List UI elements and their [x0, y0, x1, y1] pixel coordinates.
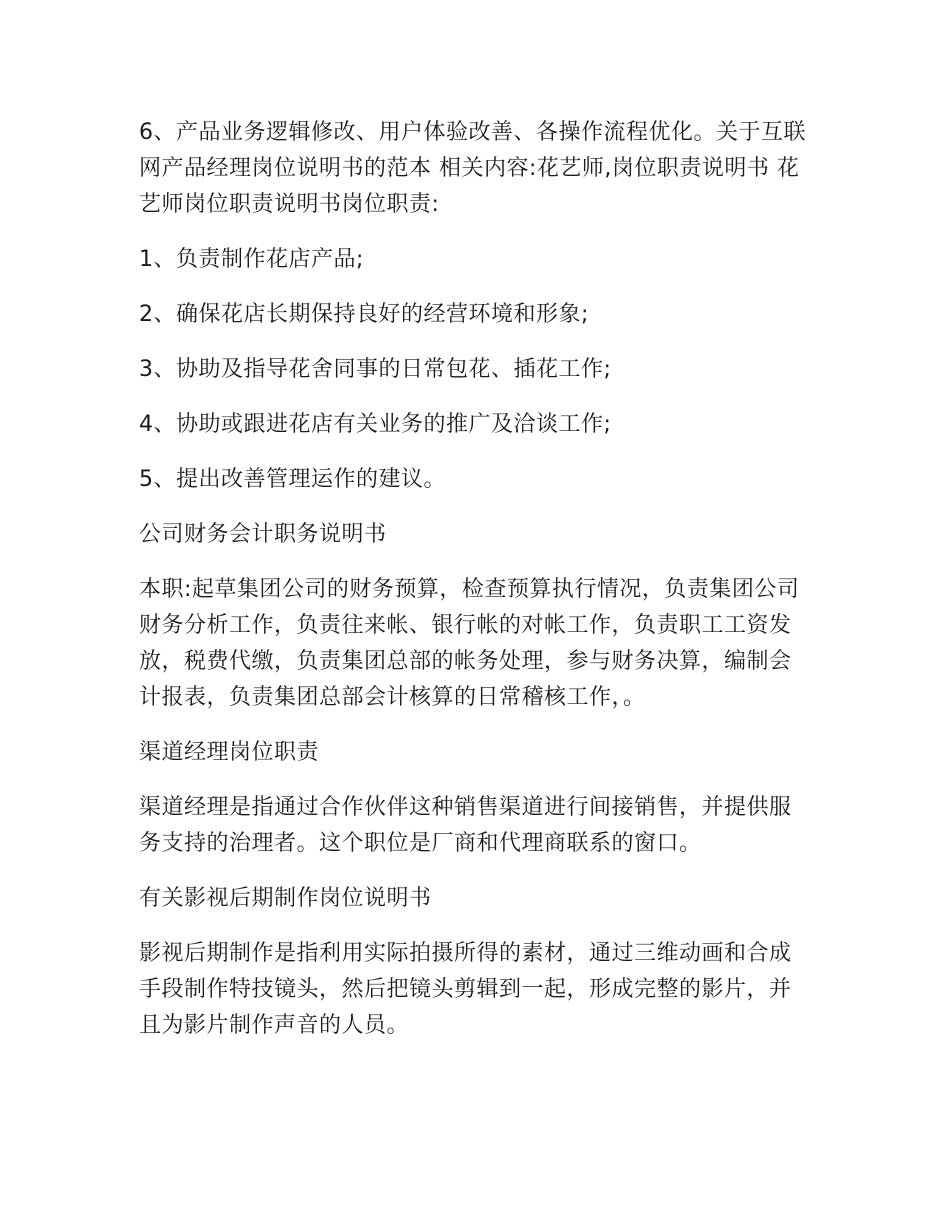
paragraph-channel-manager: 渠道经理是指通过合作伙伴这种销售渠道进行间接销售，并提供服务支持的治理者。这个职位是厂商和代理商联系的窗口。	[139, 795, 792, 856]
list-item-3: 3、协助及指导花舍同事的日常包花、插花工作;	[139, 357, 612, 382]
list-item-1: 1、负责制作花店产品;	[139, 247, 364, 272]
list-item-4: 4、协助或跟进花店有关业务的推广及洽谈工作;	[139, 412, 612, 437]
list-item-2: 2、确保花店长期保持良好的经营环境和形象;	[139, 302, 589, 327]
list-item-5: 5、提出改善管理运作的建议。	[139, 467, 446, 492]
heading-finance-accounting: 公司财务会计职务说明书	[139, 522, 387, 547]
paragraph-post-production: 影视后期制作是指利用实际拍摄所得的素材，通过三维动画和合成手段制作特技镜头，然后把镜头剪辑到一起，形成完整的影片，并且为影片制作声音的人员。	[139, 941, 792, 1038]
heading-post-production: 有关影视后期制作岗位说明书	[139, 886, 432, 911]
paragraph-intro: 6、产品业务逻辑修改、用户体验改善、各操作流程优化。关于互联网产品经理岗位说明书的范本 相关内容:花艺师,岗位职责说明书 花艺师岗位职责说明书岗位职责:	[139, 120, 806, 217]
document-page	[139, 115, 811, 1044]
paragraph-finance-accounting: 本职:起草集团公司的财务预算，检查预算执行情况，负责集团公司财务分析工作，负责往来帐、银行帐的对帐工作，负责职工工资发放，税费代缴，负责集团总部的帐务处理，参与财务决算，编制会计报表，负责集团总部会计核算的日常稽核工作，。	[139, 577, 800, 710]
heading-channel-manager: 渠道经理岗位职责	[139, 740, 320, 765]
